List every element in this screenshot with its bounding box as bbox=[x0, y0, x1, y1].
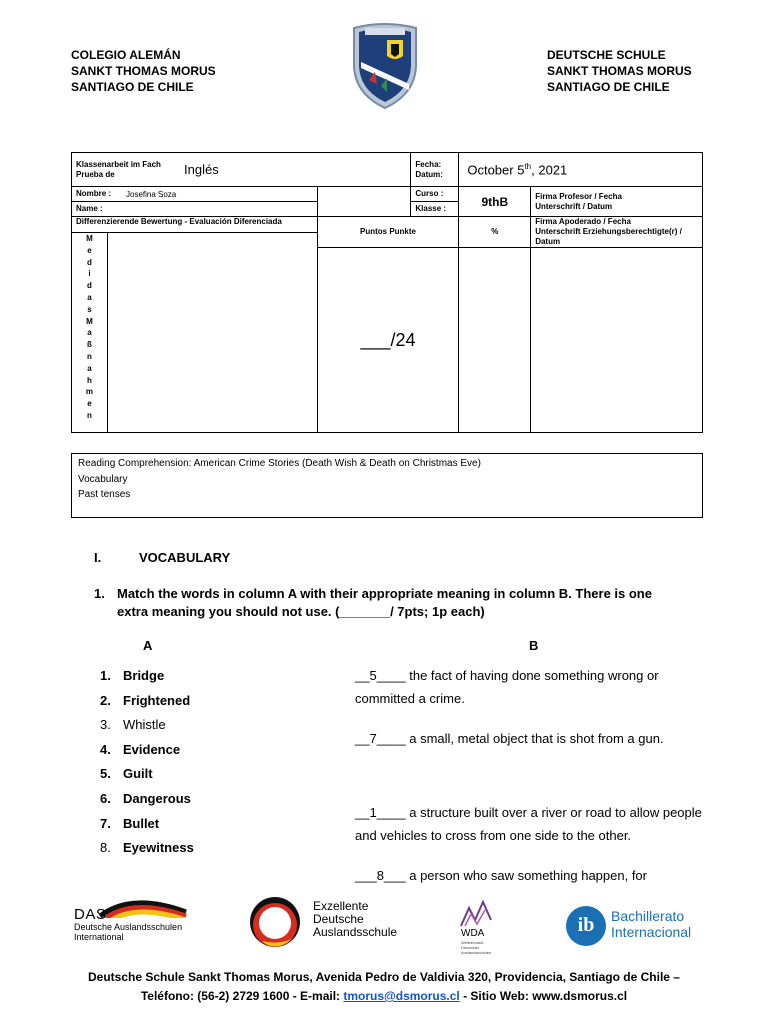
word-item bbox=[100, 666, 194, 691]
footer-website: - Sitio Web: www.dsmorus.cl bbox=[459, 989, 628, 1003]
definition-text: a small, metal object that is shot from a gun. bbox=[405, 731, 664, 746]
course-label: Curso : bbox=[411, 187, 459, 202]
course-label-german: Klasse : bbox=[411, 202, 459, 217]
definition-answer: ___8___ bbox=[355, 868, 406, 883]
word: Frightened bbox=[123, 692, 191, 708]
subject-value: Inglés bbox=[184, 162, 219, 177]
word-item bbox=[100, 838, 194, 863]
date-year: , 2021 bbox=[531, 162, 568, 178]
das-subtitle: International bbox=[74, 932, 124, 942]
word-item bbox=[100, 691, 194, 716]
definition-item bbox=[355, 664, 705, 710]
definition-answer: __5____ bbox=[355, 668, 406, 683]
das-logo bbox=[72, 896, 192, 944]
word: Bullet bbox=[123, 815, 160, 831]
header-right-line: SANTIAGO DE CHILE bbox=[547, 80, 670, 94]
word-item bbox=[100, 814, 194, 839]
footer-contact bbox=[0, 987, 768, 1006]
course-value: 9thB bbox=[459, 187, 531, 217]
date-month-day: October 5 bbox=[467, 162, 525, 178]
word-number: 3. bbox=[100, 717, 111, 733]
word: Bridge bbox=[123, 668, 165, 683]
exzellente-line: Exzellente bbox=[313, 899, 369, 913]
word-number: 7. bbox=[100, 815, 111, 831]
measures-vertical-cell bbox=[72, 233, 108, 433]
section-title: VOCABULARY bbox=[139, 550, 231, 565]
definition-text: a person who saw something happen, for bbox=[405, 868, 647, 883]
question-line: extra meaning you should not use. (_______/ 7pts; 1p each) bbox=[117, 604, 485, 619]
header-left-line: SANTIAGO DE CHILE bbox=[71, 80, 194, 94]
wda-subtitle: Auslandsschulen bbox=[461, 950, 492, 955]
definition-answer: __1____ bbox=[355, 805, 406, 820]
wda-subtitle: Weltverband bbox=[461, 940, 484, 945]
word-item bbox=[100, 740, 194, 765]
footer bbox=[0, 968, 768, 1006]
name-label: Nombre : bbox=[76, 189, 112, 198]
exzellente-logo bbox=[248, 895, 398, 951]
topic-item: Reading Comprehension: American Crime Stories (Death Wish & Death on Christmas Eve) bbox=[78, 458, 481, 469]
definition-text: a structure built over a river or road to allow people and vehicles to cross from one side to the other. bbox=[355, 805, 702, 843]
student-name-cell bbox=[72, 187, 318, 202]
question-line: Match the words in column A with their appropriate meaning in column B. There is one bbox=[117, 586, 652, 601]
word-number: 5. bbox=[100, 766, 111, 782]
wda-logo bbox=[455, 900, 515, 960]
header-right-line: SANKT THOMAS MORUS bbox=[547, 64, 692, 78]
exam-topics-box bbox=[71, 453, 703, 518]
question-number: 1. bbox=[94, 586, 105, 601]
school-name-spanish bbox=[71, 47, 216, 95]
word: Whistle bbox=[123, 717, 166, 733]
word-number: 8. bbox=[100, 840, 111, 856]
guardian-signature-label: Firma Apoderado / Fecha Unterschrift Erziehungsberechtigte(r) / Datum bbox=[531, 217, 703, 248]
word-number: 4. bbox=[100, 741, 111, 757]
footer-address: Deutsche Schule Sankt Thomas Morus, Avenida Pedro de Valdivia 320, Providencia, Santiago de Chile – bbox=[88, 970, 680, 984]
header-right-line: DEUTSCHE SCHULE bbox=[547, 48, 666, 62]
date-value bbox=[459, 153, 703, 187]
column-a-list bbox=[100, 666, 194, 863]
ib-logo bbox=[566, 904, 701, 948]
das-subtitle: Deutsche Auslandsschulen bbox=[74, 922, 183, 932]
teacher-signature-label: Firma Profesor / Fecha Unterschrift / Datum bbox=[531, 187, 703, 217]
definition-answer: __7____ bbox=[355, 731, 406, 746]
definition-item bbox=[355, 864, 705, 887]
column-b-heading: B bbox=[529, 638, 539, 653]
guardian-signature-cell bbox=[531, 248, 703, 433]
differentiated-evaluation-label: Differenzierende Bewertung - Evaluación Diferenciada bbox=[72, 217, 318, 233]
school-name-german bbox=[547, 47, 692, 95]
date-suffix: th bbox=[524, 161, 532, 171]
word: Eyewitness bbox=[123, 840, 194, 856]
measures-vertical-text: M e d i d a s M a ß n a h m e n bbox=[85, 234, 94, 420]
footer-phone: Teléfono: (56-2) 2729 1600 - E-mail: bbox=[140, 989, 344, 1003]
email-link[interactable]: tmorus@dsmorus.cl bbox=[343, 989, 460, 1003]
word-number: 6. bbox=[100, 790, 111, 806]
wda-subtitle: Deutscher bbox=[461, 945, 480, 950]
ib-line: Bachillerato bbox=[611, 908, 685, 924]
das-title: DAS bbox=[74, 906, 107, 923]
word-item bbox=[100, 764, 194, 789]
exam-header-table bbox=[71, 152, 703, 433]
percent-label: % bbox=[459, 217, 531, 248]
word: Evidence bbox=[123, 741, 181, 757]
word-item bbox=[100, 789, 194, 814]
student-name: Josefina Soza bbox=[126, 189, 177, 199]
word: Dangerous bbox=[123, 790, 191, 806]
topic-item: Past tenses bbox=[78, 489, 131, 500]
topic-item: Vocabulary bbox=[78, 473, 128, 485]
word: Guilt bbox=[123, 766, 153, 782]
column-a-heading: A bbox=[143, 638, 153, 653]
header-left-line: COLEGIO ALEMÁN bbox=[71, 48, 181, 62]
exzellente-line: Auslandsschule bbox=[313, 925, 398, 939]
exzellente-line: Deutsche bbox=[313, 912, 364, 926]
definition-text: the fact of having done something wrong or committed a crime. bbox=[355, 668, 659, 706]
name-label-german: Name : bbox=[72, 202, 318, 217]
word-number: 2. bbox=[100, 692, 111, 708]
subject-label: Klassenarbeit im Fach Prueba de bbox=[76, 159, 161, 179]
word-number: 1. bbox=[100, 668, 111, 683]
ib-mark: ib bbox=[566, 906, 606, 946]
date-label: Fecha: Datum: bbox=[411, 153, 459, 187]
score-value: ___/24 bbox=[360, 330, 416, 350]
measures-content-cell bbox=[107, 233, 317, 433]
score-cell bbox=[317, 248, 459, 433]
subject-cell bbox=[72, 153, 318, 187]
wda-title: WDA bbox=[461, 928, 485, 939]
percent-cell bbox=[459, 248, 531, 433]
school-crest-logo bbox=[351, 22, 419, 110]
word-item bbox=[100, 715, 194, 740]
definition-item bbox=[355, 727, 705, 750]
definition-item bbox=[355, 801, 705, 847]
section-number: I. bbox=[94, 550, 102, 565]
header-left-line: SANKT THOMAS MORUS bbox=[71, 64, 216, 78]
points-label: Puntos Punkte bbox=[317, 217, 459, 248]
ib-line: Internacional bbox=[611, 924, 692, 940]
